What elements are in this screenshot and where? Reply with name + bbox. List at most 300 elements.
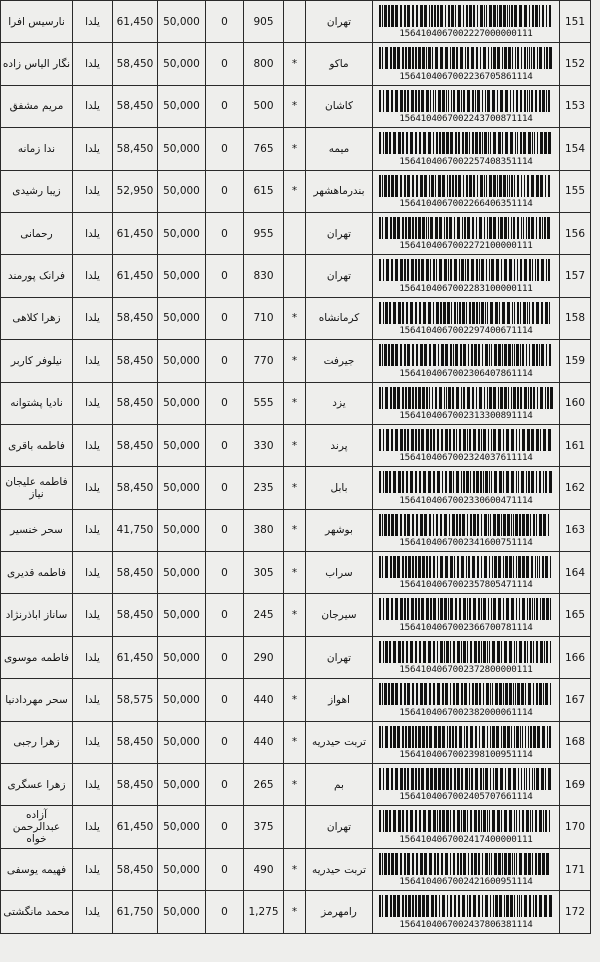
destination-city: تربت حیدریه <box>306 848 373 890</box>
barcode-bar <box>444 259 447 281</box>
barcode-bar <box>510 132 513 154</box>
barcode-bar <box>532 302 534 324</box>
barcode-bar <box>521 47 522 69</box>
barcode-bar <box>488 429 489 451</box>
barcode-bar <box>475 132 478 154</box>
barcode-bar <box>400 853 402 875</box>
carrier-name: یلدا <box>73 891 113 933</box>
recipient-name: زهرا عسگری <box>1 764 73 806</box>
barcode-bar <box>379 344 381 366</box>
barcode-bar <box>379 810 381 832</box>
barcode-bar <box>442 895 445 917</box>
recipient-name: آزاده عبدالرحمن خواه <box>1 806 73 848</box>
table-row <box>1 382 591 424</box>
barcode-bar <box>507 302 510 324</box>
barcode-bar <box>499 683 502 705</box>
barcode-bar <box>463 90 465 112</box>
barcode-bar <box>382 344 383 366</box>
carrier-name: یلدا <box>73 679 113 721</box>
barcode-bar <box>379 641 381 663</box>
tracking-number: 1564104067002398100951114 <box>399 749 533 761</box>
barcode-bar <box>543 810 544 832</box>
carrier-name: یلدا <box>73 424 113 466</box>
barcode-bar <box>516 810 517 832</box>
barcode-bar <box>484 175 485 197</box>
barcode-bar <box>522 726 523 748</box>
barcode-bar <box>415 471 417 493</box>
fee-amount: 50,000 <box>158 848 206 890</box>
barcode-bar <box>467 810 468 832</box>
barcode-bar <box>485 302 486 324</box>
barcode-bar <box>468 344 469 366</box>
barcode-bar <box>479 217 482 239</box>
row-number: 155 <box>560 170 591 212</box>
barcode-bar <box>529 895 531 917</box>
barcode-bar <box>500 768 503 790</box>
barcode-bar <box>383 598 384 620</box>
barcode-bar <box>393 556 396 578</box>
barcode-bar <box>535 853 537 875</box>
star-mark: * <box>284 170 306 212</box>
barcode-bar <box>465 47 466 69</box>
barcode-bar <box>444 641 445 663</box>
barcode-bar <box>450 598 453 620</box>
barcode-bar <box>497 47 500 69</box>
barcode-bar <box>506 429 509 451</box>
barcode-bar <box>385 47 388 69</box>
barcode-bar <box>437 429 439 451</box>
barcode-bar <box>492 810 495 832</box>
barcode-bar <box>383 302 384 324</box>
barcode-bar <box>512 344 513 366</box>
barcode-bar <box>527 47 528 69</box>
barcode-bar <box>415 556 417 578</box>
barcode-bar <box>498 853 501 875</box>
row-number: 153 <box>560 85 591 127</box>
barcode-bar <box>467 217 470 239</box>
barcode-bar <box>461 90 462 112</box>
barcode-bar <box>437 810 438 832</box>
barcode-bar <box>442 132 445 154</box>
barcode-bar <box>479 683 481 705</box>
barcode-bar <box>395 853 398 875</box>
barcode-bar <box>524 47 526 69</box>
barcode-bar <box>405 895 407 917</box>
barcode-bar <box>437 683 440 705</box>
barcode-bar <box>498 344 501 366</box>
barcode-bar <box>517 259 518 281</box>
barcode-bar <box>529 90 530 112</box>
barcode-bar <box>526 556 529 578</box>
barcode-bar <box>493 598 496 620</box>
barcode-bar <box>456 471 459 493</box>
tracking-barcode-cell <box>373 212 560 254</box>
barcode-bar <box>471 853 473 875</box>
total-amount: 58,450 <box>113 594 158 636</box>
barcode-bar <box>498 217 499 239</box>
barcode-bar <box>466 5 468 27</box>
recipient-name: نارسیس افرا <box>1 1 73 43</box>
barcode-bar <box>420 853 423 875</box>
destination-city: بندرماهشهر <box>306 170 373 212</box>
barcode-bar <box>459 302 461 324</box>
star-mark: * <box>284 509 306 551</box>
barcode-bar <box>395 683 398 705</box>
barcode-bar <box>491 429 492 451</box>
barcode-bar <box>445 344 448 366</box>
table-row <box>1 128 591 170</box>
barcode-bar <box>455 598 457 620</box>
table-row <box>1 806 591 848</box>
barcode-bar <box>461 556 464 578</box>
barcode-bar <box>509 259 512 281</box>
barcode-bar <box>407 768 409 790</box>
fee-amount: 50,000 <box>158 170 206 212</box>
barcode-bar <box>429 726 432 748</box>
barcode-bar <box>441 429 443 451</box>
barcode-bar <box>428 47 431 69</box>
barcode-bar <box>383 768 384 790</box>
barcode-bar <box>528 132 531 154</box>
barcode-bar <box>478 429 480 451</box>
barcode-bar <box>477 90 480 112</box>
carrier-name: یلدا <box>73 1 113 43</box>
barcode-bar <box>540 641 543 663</box>
barcode-graphic <box>379 429 554 451</box>
barcode-bar <box>415 768 417 790</box>
barcode-bar <box>520 726 521 748</box>
barcode-bar <box>422 726 425 748</box>
zero-value: 0 <box>206 297 244 339</box>
star-mark: * <box>284 552 306 594</box>
barcode-bar <box>382 556 383 578</box>
barcode-bar <box>469 302 471 324</box>
barcode-bar <box>444 387 445 409</box>
barcode-bar <box>539 217 541 239</box>
barcode-bar <box>488 132 489 154</box>
barcode-bar <box>450 344 452 366</box>
barcode-bar <box>404 90 406 112</box>
barcode-bar <box>429 556 431 578</box>
barcode-bar <box>379 47 381 69</box>
barcode-bar <box>548 132 551 154</box>
barcode-bar <box>452 514 455 536</box>
barcode-bar <box>516 344 519 366</box>
tracking-number: 1564104067002372800000111 <box>399 664 533 676</box>
barcode-bar <box>448 387 451 409</box>
barcode-bar <box>402 726 404 748</box>
carrier-name: یلدا <box>73 43 113 85</box>
barcode-bar <box>495 768 498 790</box>
barcode-bar <box>510 90 511 112</box>
barcode-bar <box>493 895 494 917</box>
fee-amount: 50,000 <box>158 679 206 721</box>
star-mark: * <box>284 594 306 636</box>
barcode-bar <box>481 302 484 324</box>
barcode-bar <box>482 895 483 917</box>
barcode-bar <box>408 47 411 69</box>
barcode-bar <box>478 853 480 875</box>
barcode-bar <box>405 47 407 69</box>
barcode-bar <box>483 683 484 705</box>
barcode-bar <box>450 132 453 154</box>
recipient-name: زهرا رجبی <box>1 721 73 763</box>
barcode-bar <box>460 47 463 69</box>
barcode-bar <box>548 429 551 451</box>
barcode-bar <box>479 132 481 154</box>
weight-value: 555 <box>244 382 284 424</box>
barcode-bar <box>504 641 507 663</box>
barcode-bar <box>406 302 408 324</box>
barcode-bar <box>460 853 462 875</box>
barcode-bar <box>407 853 410 875</box>
zero-value: 0 <box>206 382 244 424</box>
barcode-bar <box>467 641 468 663</box>
barcode-bar <box>461 683 463 705</box>
barcode-bar <box>544 217 546 239</box>
fee-amount: 50,000 <box>158 467 206 509</box>
barcode-bar <box>544 47 545 69</box>
barcode-bar <box>456 387 459 409</box>
weight-value: 380 <box>244 509 284 551</box>
barcode-bar <box>404 175 406 197</box>
barcode-bar <box>415 259 417 281</box>
barcode-bar <box>382 683 383 705</box>
barcode-bar <box>430 217 433 239</box>
fee-amount: 50,000 <box>158 340 206 382</box>
barcode-bar <box>422 217 425 239</box>
barcode-bar <box>495 683 498 705</box>
barcode-bar <box>540 132 543 154</box>
total-amount: 58,450 <box>113 467 158 509</box>
barcode-bar <box>486 5 487 27</box>
barcode-bar <box>400 90 403 112</box>
barcode-bar <box>466 302 467 324</box>
table-row <box>1 891 591 933</box>
barcode-bar <box>391 259 393 281</box>
barcode-bar <box>505 132 508 154</box>
destination-city: بوشهر <box>306 509 373 551</box>
barcode-bar <box>498 598 501 620</box>
barcode-bar <box>435 895 437 917</box>
barcode-bar <box>415 387 417 409</box>
barcode-bar <box>384 5 387 27</box>
barcode-bar <box>525 683 526 705</box>
weight-value: 500 <box>244 85 284 127</box>
barcode-bar <box>527 598 528 620</box>
barcode-bar <box>428 810 431 832</box>
barcode-bar <box>537 387 538 409</box>
barcode-bar <box>426 598 429 620</box>
barcode-bar <box>466 471 469 493</box>
barcode-bar <box>517 217 519 239</box>
barcode-bar <box>523 302 526 324</box>
barcode-bar <box>442 683 444 705</box>
barcode-bar <box>455 344 458 366</box>
barcode-bar <box>510 895 513 917</box>
barcode-bar <box>463 344 466 366</box>
barcode-bar <box>537 726 540 748</box>
barcode-bar <box>524 175 525 197</box>
barcode-graphic <box>379 344 554 366</box>
barcode-bar <box>520 90 522 112</box>
barcode-bar <box>429 387 430 409</box>
barcode-bar <box>444 514 447 536</box>
barcode-bar <box>408 895 411 917</box>
destination-city: تهران <box>306 255 373 297</box>
barcode-bar <box>485 344 488 366</box>
barcode-bar <box>547 726 548 748</box>
zero-value: 0 <box>206 85 244 127</box>
barcode-bar <box>379 259 381 281</box>
barcode-bar <box>509 556 512 578</box>
barcode-bar <box>411 598 414 620</box>
barcode-bar <box>529 598 531 620</box>
barcode-bar <box>547 217 550 239</box>
barcode-bar <box>463 471 465 493</box>
barcode-bar <box>418 387 421 409</box>
barcode-bar <box>395 429 398 451</box>
star-mark <box>284 1 306 43</box>
barcode-bar <box>545 471 547 493</box>
tracking-barcode-cell <box>373 128 560 170</box>
tracking-barcode-cell <box>373 721 560 763</box>
barcode-bar <box>391 175 394 197</box>
barcode-bar <box>544 641 545 663</box>
barcode-bar <box>534 132 535 154</box>
barcode-bar <box>515 514 518 536</box>
barcode-bar <box>472 387 474 409</box>
barcode-bar <box>501 726 502 748</box>
destination-city: ماکو <box>306 43 373 85</box>
barcode-bar <box>541 259 544 281</box>
barcode-bar <box>493 175 496 197</box>
fee-amount: 50,000 <box>158 297 206 339</box>
carrier-name: یلدا <box>73 552 113 594</box>
barcode-graphic <box>379 726 554 748</box>
barcode-bar <box>548 90 550 112</box>
barcode-bar <box>507 5 508 27</box>
barcode-bar <box>519 514 521 536</box>
barcode-bar <box>550 556 551 578</box>
barcode-bar <box>406 471 408 493</box>
table-row <box>1 594 591 636</box>
barcode-bar <box>489 175 492 197</box>
barcode-bar <box>532 344 535 366</box>
barcode-bar <box>395 768 398 790</box>
weight-value: 305 <box>244 552 284 594</box>
barcode-bar <box>502 344 503 366</box>
barcode-bar <box>488 514 489 536</box>
barcode-bar <box>461 259 464 281</box>
barcode-bar <box>415 429 417 451</box>
barcode-bar <box>521 895 522 917</box>
table-row <box>1 340 591 382</box>
zero-value: 0 <box>206 721 244 763</box>
row-number: 158 <box>560 297 591 339</box>
barcode-bar <box>519 5 522 27</box>
barcode-bar <box>509 810 512 832</box>
row-number: 169 <box>560 764 591 806</box>
barcode-bar <box>454 895 456 917</box>
barcode-bar <box>386 598 389 620</box>
weight-value: 830 <box>244 255 284 297</box>
barcode-bar <box>418 726 421 748</box>
star-mark: * <box>284 424 306 466</box>
tracking-barcode-cell <box>373 85 560 127</box>
total-amount: 58,450 <box>113 382 158 424</box>
barcode-bar <box>407 683 410 705</box>
barcode-bar <box>519 810 520 832</box>
total-amount: 61,450 <box>113 255 158 297</box>
barcode-bar <box>541 302 543 324</box>
tracking-barcode-cell <box>373 636 560 678</box>
barcode-bar <box>454 556 455 578</box>
barcode-bar <box>522 556 525 578</box>
barcode-bar <box>533 387 535 409</box>
barcode-bar <box>415 47 417 69</box>
barcode-bar <box>514 302 515 324</box>
barcode-bar <box>494 853 497 875</box>
barcode-bar <box>539 47 542 69</box>
barcode-bar <box>433 514 434 536</box>
barcode-bar <box>383 259 384 281</box>
barcode-bar <box>508 344 511 366</box>
barcode-bar <box>391 768 393 790</box>
barcode-bar <box>449 471 452 493</box>
barcode-bar <box>453 471 454 493</box>
barcode-bar <box>489 387 492 409</box>
fee-amount: 50,000 <box>158 764 206 806</box>
barcode-bar <box>504 344 507 366</box>
barcode-bar <box>404 853 406 875</box>
weight-value: 440 <box>244 721 284 763</box>
barcode-bar <box>433 429 435 451</box>
barcode-bar <box>526 471 527 493</box>
barcode-bar <box>463 641 466 663</box>
barcode-bar <box>407 5 410 27</box>
barcode-graphic <box>379 302 554 324</box>
barcode-bar <box>404 514 406 536</box>
barcode-bar <box>489 344 490 366</box>
tracking-number: 1564104067002366700781114 <box>399 621 533 633</box>
barcode-bar <box>546 47 548 69</box>
barcode-bar <box>386 90 389 112</box>
barcode-bar <box>462 514 465 536</box>
total-amount: 58,450 <box>113 85 158 127</box>
barcode-bar <box>446 132 449 154</box>
barcode-bar <box>426 387 428 409</box>
barcode-bar <box>485 853 488 875</box>
barcode-bar <box>546 344 547 366</box>
barcode-bar <box>440 47 443 69</box>
barcode-bar <box>405 217 407 239</box>
barcode-bar <box>426 768 429 790</box>
barcode-bar <box>382 895 383 917</box>
barcode-bar <box>416 175 418 197</box>
barcode-bar <box>435 90 436 112</box>
barcode-bar <box>527 641 528 663</box>
barcode-bar <box>535 895 537 917</box>
barcode-bar <box>385 217 388 239</box>
barcode-graphic <box>379 556 554 578</box>
barcode-bar <box>408 556 411 578</box>
barcode-bar <box>482 90 483 112</box>
barcode-bar <box>445 471 447 493</box>
barcode-bar <box>423 810 426 832</box>
barcode-bar <box>429 344 431 366</box>
barcode-bar <box>439 810 441 832</box>
